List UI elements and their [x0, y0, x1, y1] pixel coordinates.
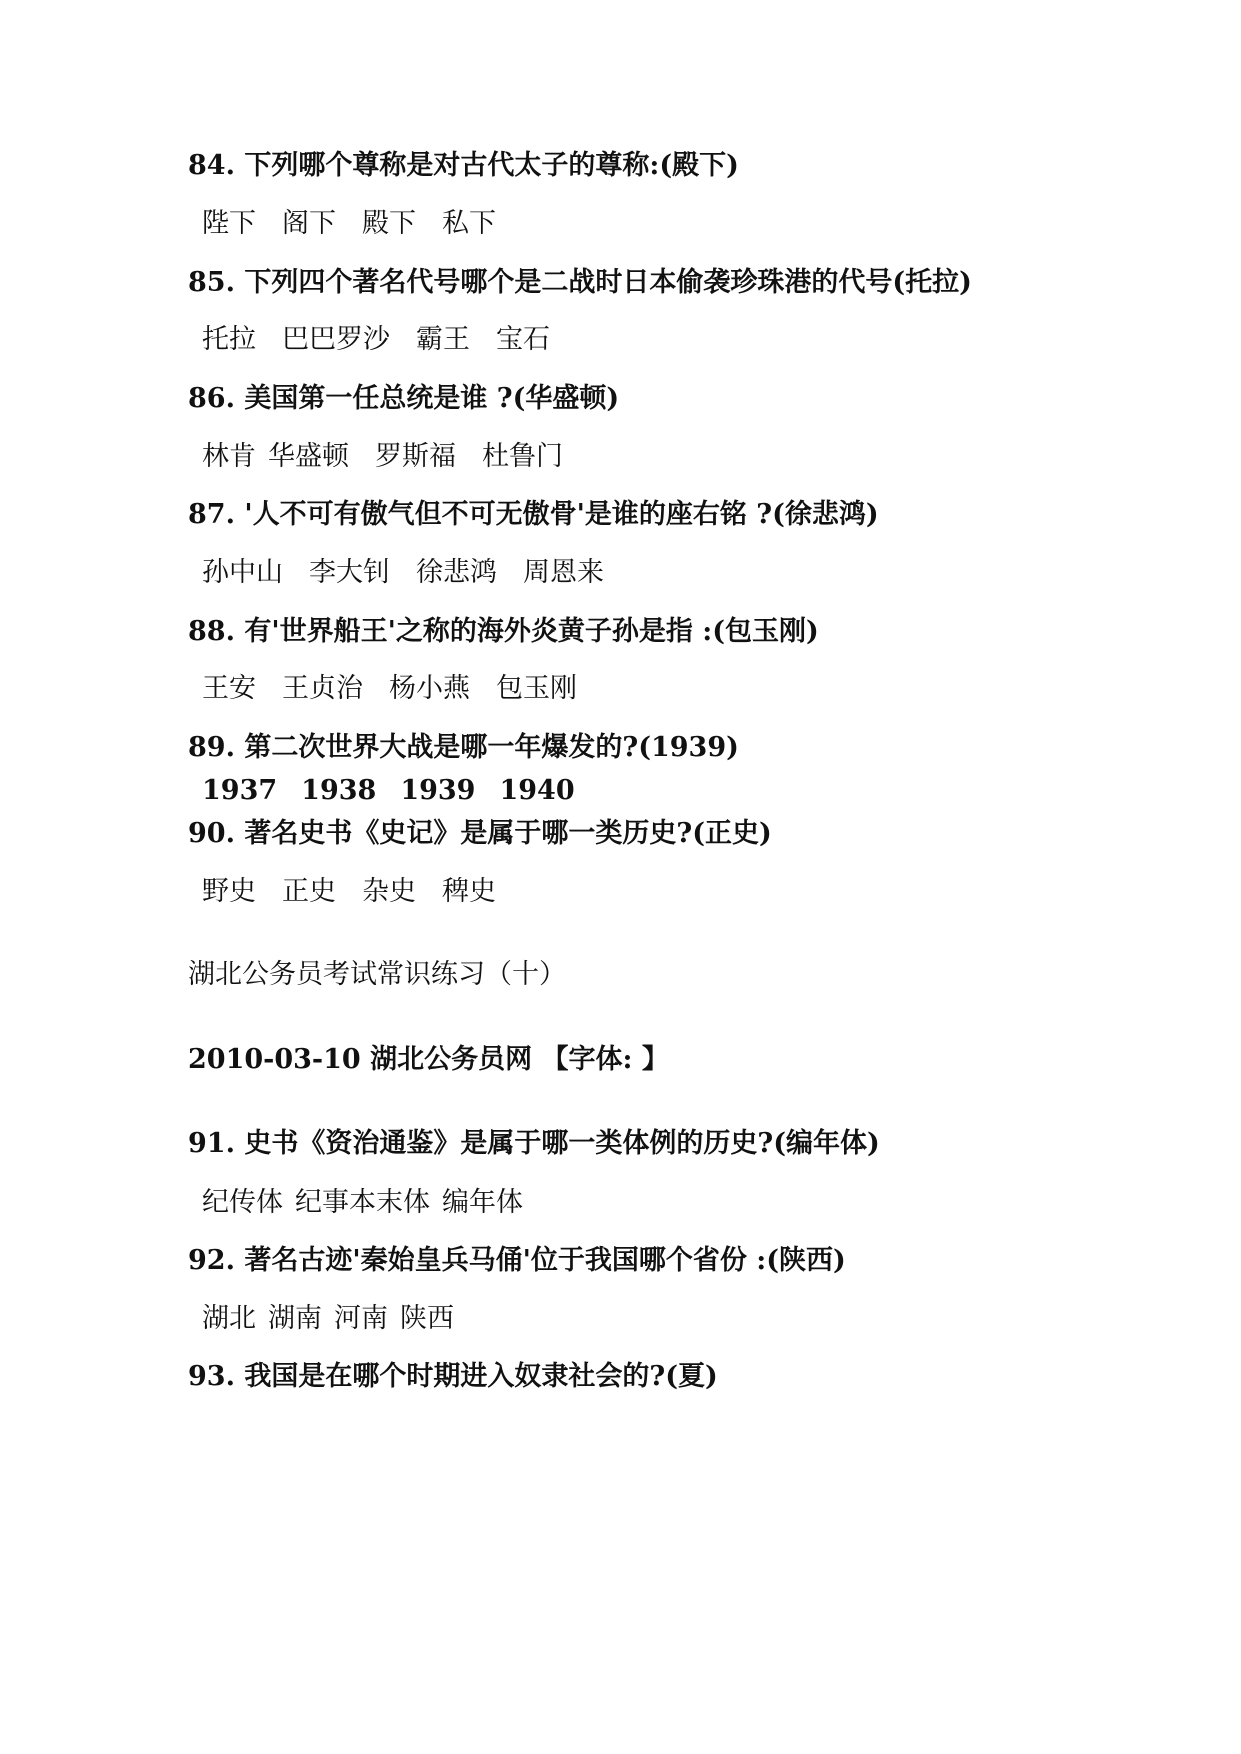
- option: 纪传体: [202, 1187, 283, 1218]
- options-86: [202, 440, 589, 474]
- question-88: 88. 有'世界船王'之称的海外炎黄子孙是指 :(包玉刚): [188, 616, 819, 647]
- option: 野史: [202, 876, 256, 907]
- option: 1938: [301, 775, 377, 806]
- question-91: 91. 史书《资治通鉴》是属于哪一类体例的历史?(编年体): [188, 1128, 880, 1159]
- option: 殿下: [362, 208, 416, 239]
- section-title: 湖北公务员考试常识练习（十）: [188, 959, 566, 990]
- option: 托拉: [202, 324, 256, 355]
- section-meta: 2010-03-10 湖北公务员网 【字体: 】: [188, 1044, 669, 1075]
- option: 李大钊: [309, 557, 390, 588]
- option: 1940: [499, 775, 575, 806]
- option: 湖北: [202, 1303, 256, 1334]
- option: 巴巴罗沙: [282, 324, 390, 355]
- option: 徐悲鸿: [416, 557, 497, 588]
- options-85: [202, 323, 576, 357]
- question-89: 89. 第二次世界大战是哪一年爆发的?(1939): [188, 732, 739, 763]
- option: 罗斯福: [375, 441, 456, 472]
- option: 阁下: [282, 208, 336, 239]
- options-87: [202, 556, 630, 590]
- question-87: 87. '人不可有傲气但不可无傲骨'是谁的座右铭 ?(徐悲鸿): [188, 499, 879, 530]
- option: 编年体: [442, 1187, 523, 1218]
- option: 王安: [202, 673, 256, 704]
- option: 私下: [442, 208, 496, 239]
- options-92: [202, 1302, 480, 1336]
- option: 1939: [400, 775, 476, 806]
- option: 稗史: [442, 876, 496, 907]
- question-93: 93. 我国是在哪个时期进入奴隶社会的?(夏): [188, 1361, 718, 1392]
- option: 孙中山: [202, 557, 283, 588]
- option: 王贞治: [282, 673, 363, 704]
- question-84: 84. 下列哪个尊称是对古代太子的尊称:(殿下): [188, 150, 739, 181]
- options-84: [202, 207, 522, 241]
- option: 周恩来: [523, 557, 604, 588]
- question-85: 85. 下列四个著名代号哪个是二战时日本偷袭珍珠港的代号(托拉): [188, 267, 972, 298]
- options-91: [202, 1186, 549, 1220]
- option: 陛下: [202, 208, 256, 239]
- option: 宝石: [496, 324, 550, 355]
- option: 包玉刚: [496, 673, 577, 704]
- option: 杨小燕: [389, 673, 470, 704]
- option: 纪事本末体: [295, 1187, 430, 1218]
- option: 湖南: [268, 1303, 322, 1334]
- option: 杜鲁门: [482, 441, 563, 472]
- options-88: [202, 672, 603, 706]
- question-92: 92. 著名古迹'秦始皇兵马俑'位于我国哪个省份 :(陕西): [188, 1245, 846, 1276]
- question-90: 90. 著名史书《史记》是属于哪一类历史?(正史): [188, 818, 772, 849]
- options-89: [202, 774, 601, 808]
- options-90: [202, 875, 522, 909]
- question-86: 86. 美国第一任总统是谁 ?(华盛顿): [188, 383, 620, 414]
- option: 杂史: [362, 876, 416, 907]
- option: 1937: [202, 775, 278, 806]
- option: 正史: [282, 876, 336, 907]
- option: 河南: [334, 1303, 388, 1334]
- option: 华盛顿: [268, 441, 349, 472]
- option: 林肯: [202, 441, 256, 472]
- option: 霸王: [416, 324, 470, 355]
- option: 陕西: [400, 1303, 454, 1334]
